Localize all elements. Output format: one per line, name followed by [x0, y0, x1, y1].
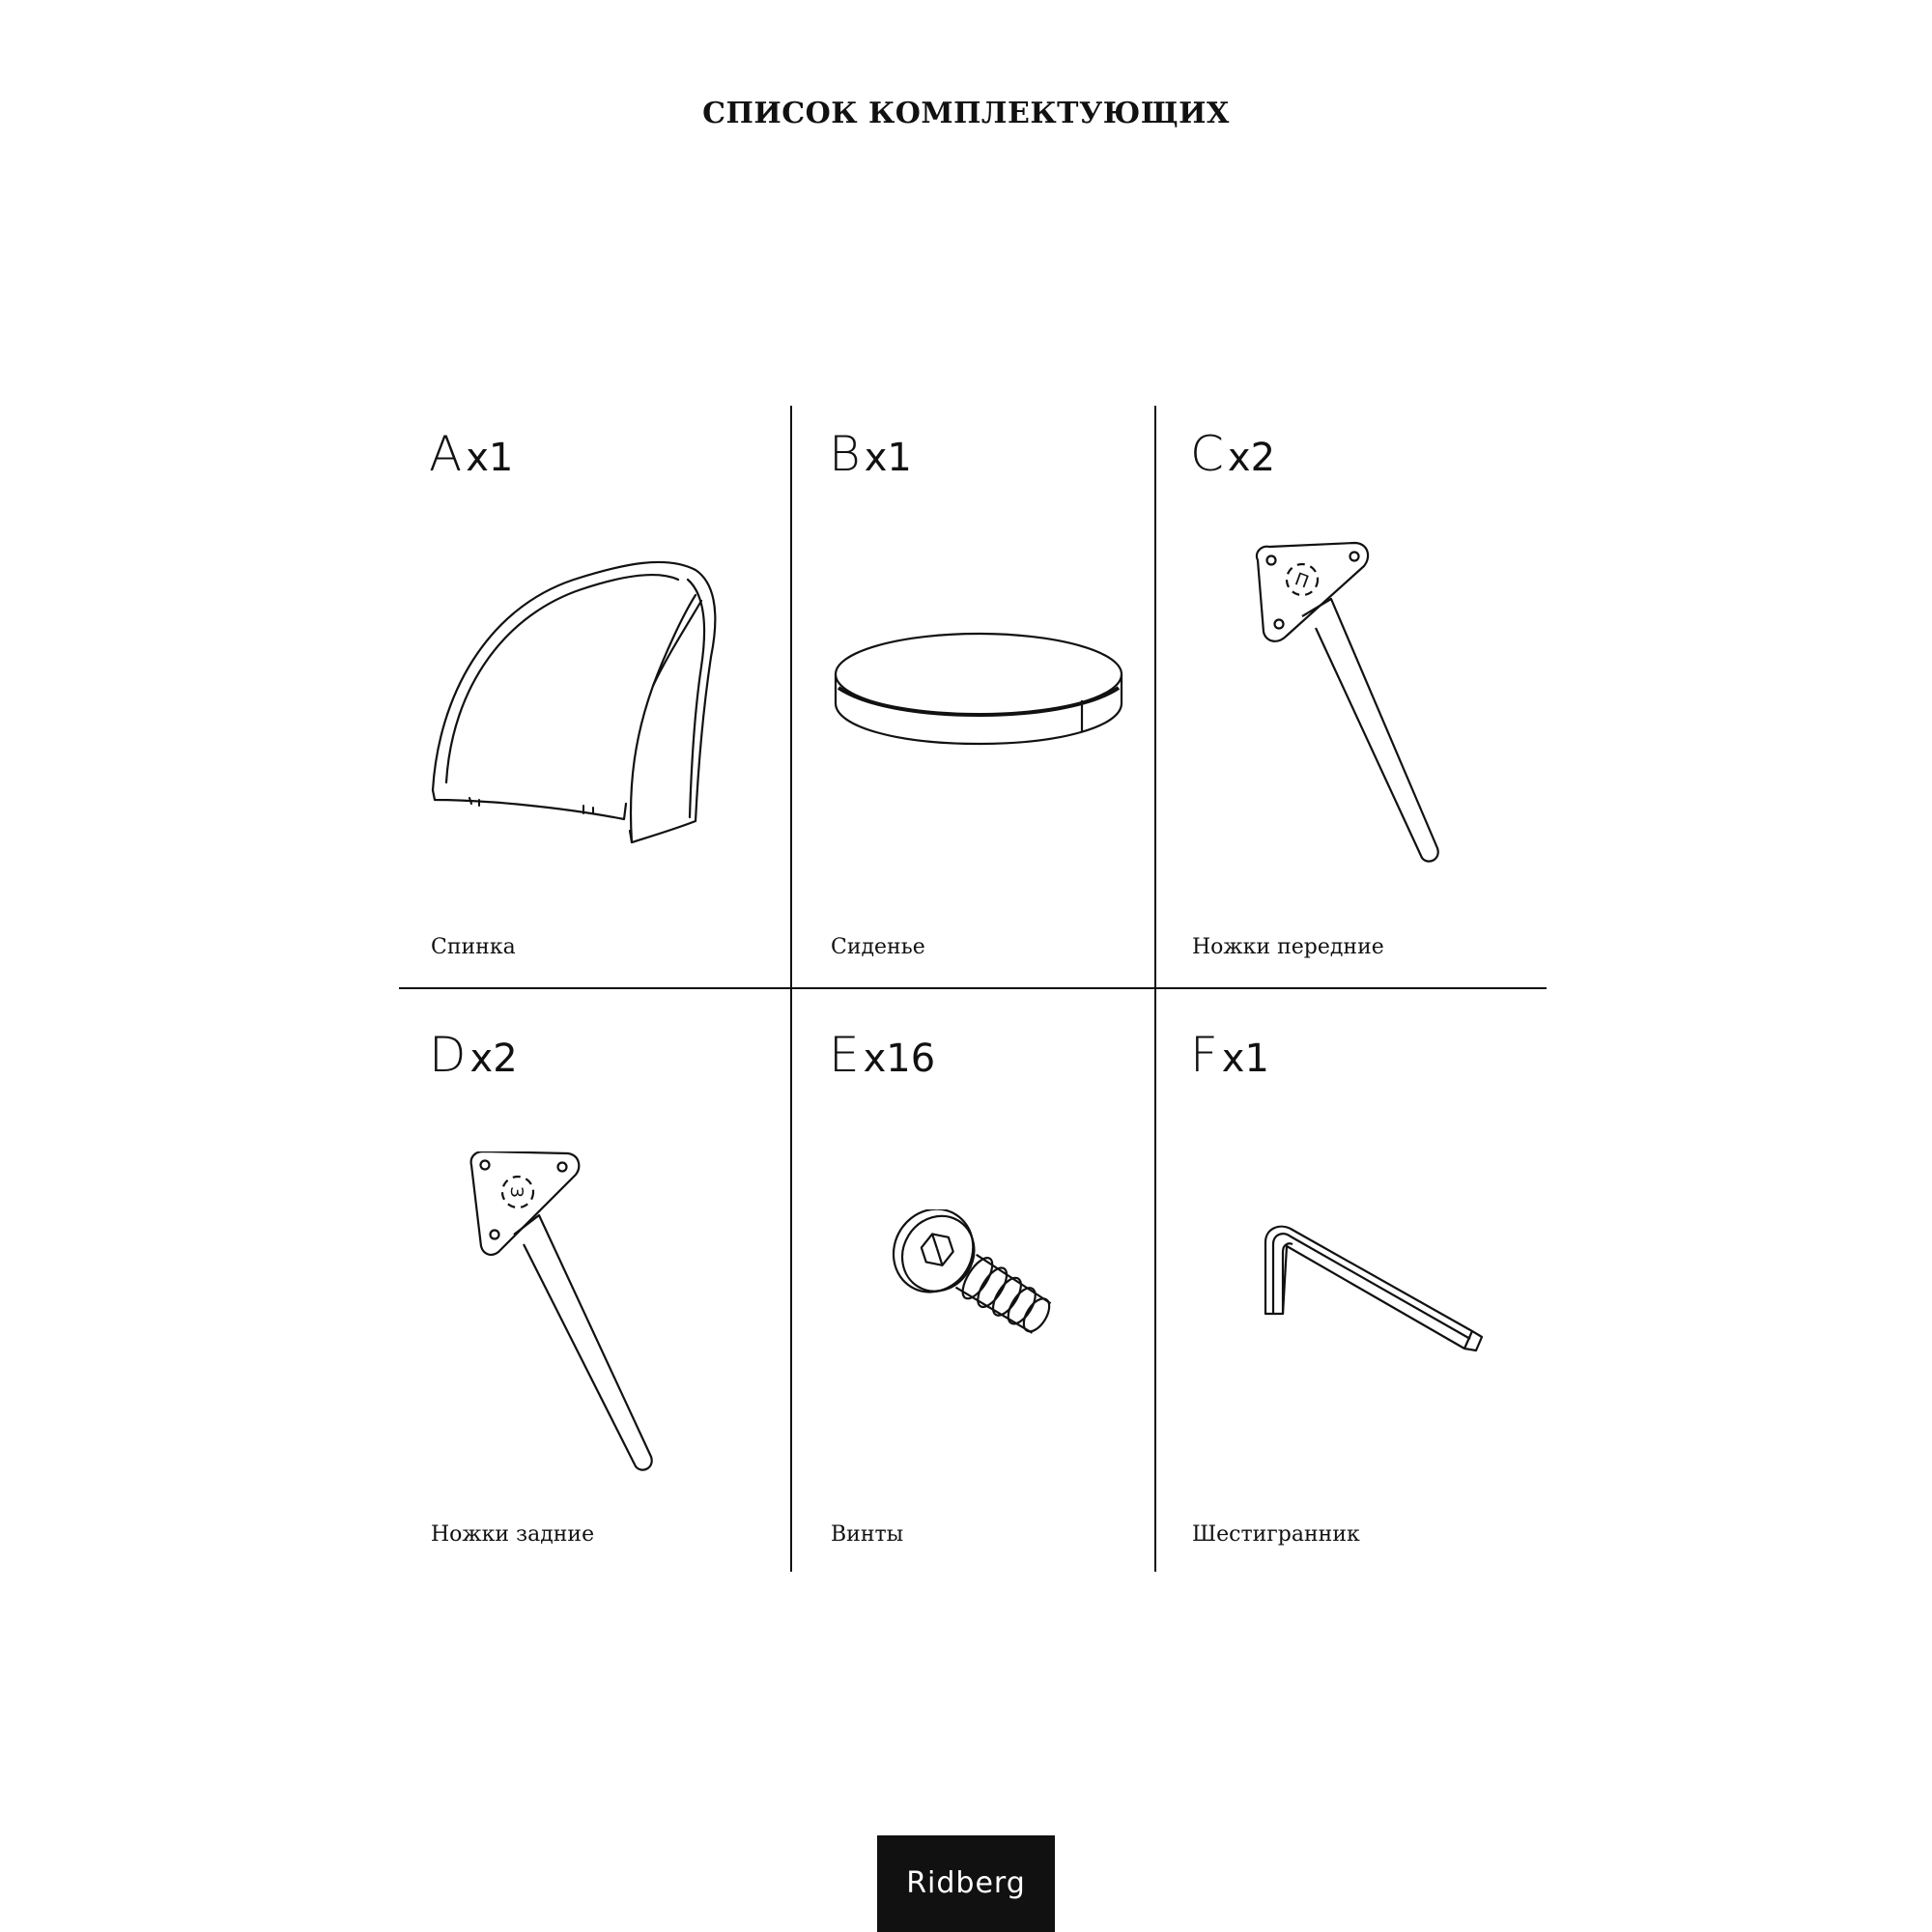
rear-leg-icon: [468, 1151, 680, 1480]
part-code: C x2: [1190, 426, 1276, 482]
brand-logo: [877, 1835, 1055, 1932]
part-code: A x1: [429, 426, 514, 482]
part-cell-d: [429, 1026, 777, 1605]
part-cell-e: [829, 1026, 1177, 1605]
part-cell-b: [829, 425, 1177, 1005]
part-name: Сиденье: [831, 935, 925, 959]
svg-text:З: З: [506, 1186, 526, 1198]
chair-back-icon: [429, 541, 738, 850]
part-code: E x16: [829, 1027, 936, 1083]
front-leg-icon: [1248, 541, 1461, 869]
seat-cushion-icon: [829, 618, 1128, 753]
part-name: Винты: [831, 1522, 904, 1547]
part-cell-f: [1190, 1026, 1538, 1605]
part-cell-c: [1190, 425, 1538, 1005]
part-name: Ножки задние: [431, 1522, 595, 1547]
part-code: B x1: [829, 426, 912, 482]
part-name: Шестигранник: [1192, 1522, 1360, 1547]
part-name: Спинка: [431, 935, 516, 959]
hex-key-icon: [1258, 1219, 1509, 1354]
svg-text:П: П: [1292, 569, 1312, 593]
page-title: СПИСОК КОМПЛЕКТУЮЩИХ: [702, 97, 1230, 130]
part-cell-a: [429, 425, 777, 1005]
part-code: D x2: [429, 1027, 518, 1083]
screw-icon: [887, 1209, 1080, 1364]
part-code: F x1: [1190, 1027, 1269, 1083]
brand-name: Ridberg: [906, 1866, 1026, 1900]
part-name: Ножки передние: [1192, 935, 1384, 959]
